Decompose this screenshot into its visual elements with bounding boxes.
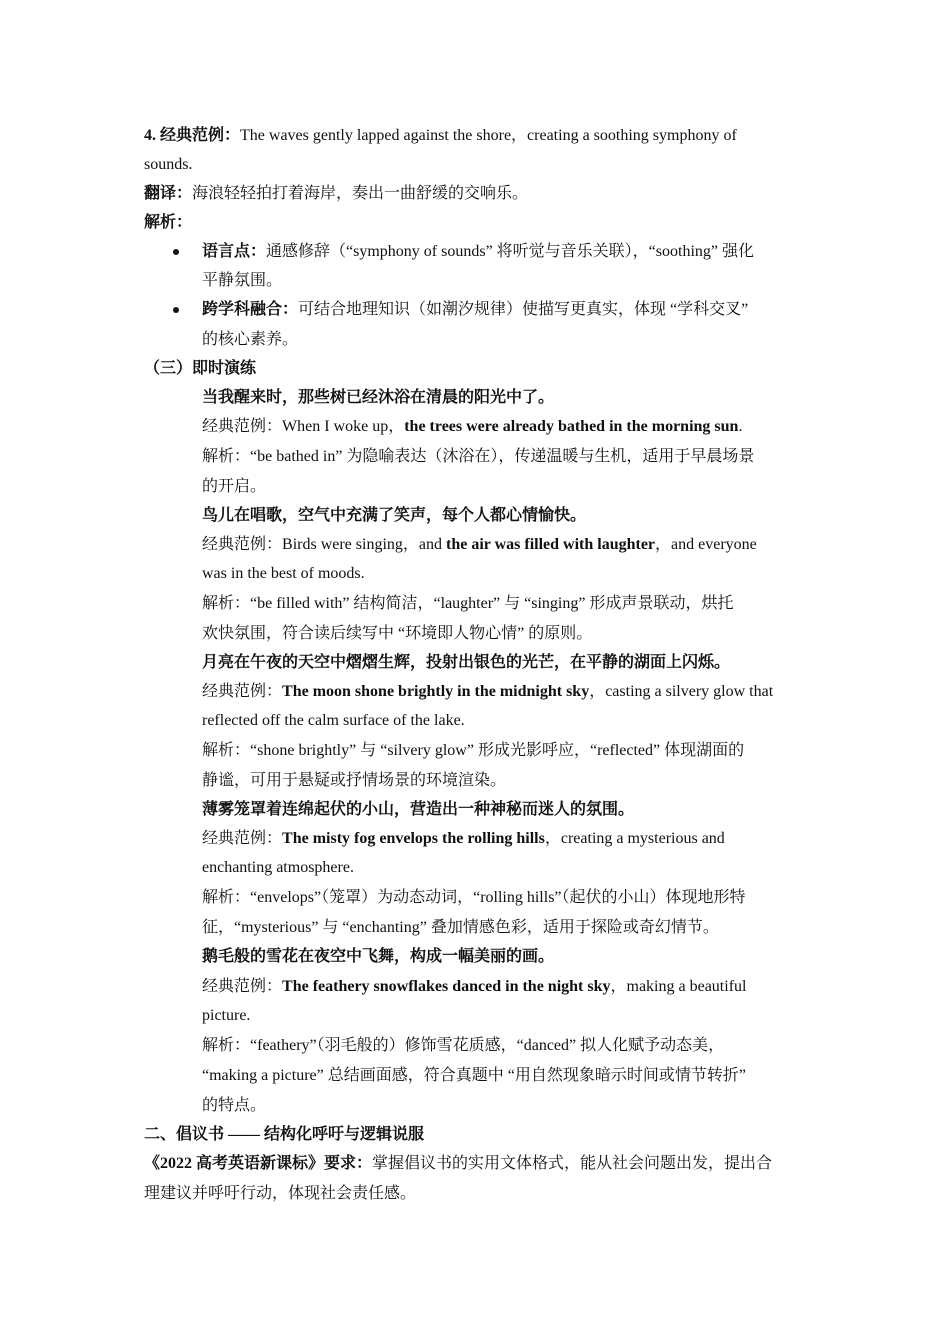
- bullet-1-label: 语言点：: [202, 243, 267, 260]
- analysis-text: “envelops”（笼罩）为动态动词，“rolling hills”（起伏的小山）体现地形特: [250, 889, 746, 906]
- translation-label: 翻译：: [144, 185, 193, 202]
- practice-analysis-line-3: 的特点。: [202, 1097, 267, 1114]
- practice-heading: （三）即时演练: [144, 360, 257, 377]
- requirement-text: 掌握倡议书的实用文体格式，能从社会问题出发，提出合: [372, 1155, 773, 1172]
- requirement-line-1: [144, 1154, 772, 1174]
- example-post: ，and everyone: [655, 536, 757, 553]
- example-bold: The feathery snowflakes danced in the night sky: [282, 978, 611, 995]
- practice-analysis: [202, 594, 733, 614]
- analysis-label: 解析：: [202, 595, 251, 612]
- practice-example-line-2: picture.: [202, 1007, 251, 1024]
- translation-text: 海浪轻轻拍打着海岸，奏出一曲舒缓的交响乐。: [192, 185, 529, 202]
- practice-analysis: [202, 447, 754, 467]
- bullet-dot-icon: [173, 249, 179, 255]
- requirement-label: 《2022 高考英语新课标》要求：: [144, 1155, 373, 1172]
- requirement-line-2: 理建议并呼吁行动，体现社会责任感。: [144, 1185, 417, 1202]
- bullet-1-line-2: 平静氛围。: [202, 272, 283, 289]
- analysis-text: “feathery”（羽毛般的）修饰雪花质感，“danced” 拟人化赋予动态美，: [250, 1037, 725, 1054]
- analysis-label: 解析：: [202, 448, 251, 465]
- example-bold: The misty fog envelops the rolling hills: [282, 830, 545, 847]
- bullet-dot-icon: [173, 307, 179, 313]
- bullet-2-label: 跨学科融合：: [202, 301, 299, 318]
- practice-analysis-line-2: 静谧，可用于悬疑或抒情场景的环境渲染。: [202, 772, 507, 789]
- translation-line: [144, 184, 528, 204]
- example-bold: the trees were already bathed in the morning sun: [404, 418, 739, 435]
- example-pre: When I woke up，: [282, 418, 405, 435]
- practice-analysis-line-2: 欢快氛围，符合读后续写中 “环境即人物心情” 的原则。: [202, 625, 593, 642]
- practice-example-line-2: reflected off the calm surface of the lake.: [202, 712, 465, 729]
- practice-example: [202, 829, 725, 849]
- practice-prompt: 当我醒来时，那些树已经沐浴在清晨的阳光中了。: [202, 389, 555, 406]
- bullet-2-line-1: [202, 300, 748, 320]
- practice-example: [202, 535, 757, 555]
- example-line-2: sounds.: [144, 156, 193, 173]
- practice-example-line-2: was in the best of moods.: [202, 565, 365, 582]
- example-line-1: [144, 126, 737, 146]
- example-label: 4. 经典范例：: [144, 127, 241, 144]
- analysis-text: “be filled with” 结构简洁，“laughter” 与 “singing” 形成声景联动，烘托: [250, 595, 734, 612]
- example-label: 经典范例：: [202, 418, 283, 435]
- analysis-text: “shone brightly” 与 “silvery glow” 形成光影呼应，“reflected” 体现湖面的: [250, 742, 745, 759]
- example-post: ，making a beautiful: [610, 978, 747, 995]
- practice-analysis: [202, 741, 744, 761]
- analysis-label: 解析：: [202, 889, 251, 906]
- practice-example: [202, 417, 742, 437]
- practice-analysis: [202, 1036, 724, 1056]
- example-label: 经典范例：: [202, 536, 283, 553]
- example-label: 经典范例：: [202, 683, 283, 700]
- example-post: .: [738, 418, 743, 435]
- bullet-1-text: 通感修辞（“symphony of sounds” 将听觉与音乐关联），“soothing” 强化: [266, 243, 754, 260]
- practice-prompt: 鸟儿在唱歌，空气中充满了笑声，每个人都心情愉快。: [202, 507, 587, 524]
- bullet-2-line-2: 的核心素养。: [202, 331, 299, 348]
- practice-example: [202, 977, 746, 997]
- bullet-2-text: 可结合地理知识（如潮汐规律）使描写更真实，体现 “学科交叉”: [298, 301, 749, 318]
- practice-example: [202, 682, 773, 702]
- example-bold: The moon shone brightly in the midnight sky: [282, 683, 590, 700]
- section-2-heading: 二、倡议书 —— 结构化呼吁与逻辑说服: [144, 1126, 425, 1143]
- analysis-text: “be bathed in” 为隐喻表达（沐浴在），传递温暖与生机，适用于早晨场景: [250, 448, 755, 465]
- practice-analysis-line-2: 征，“mysterious” 与 “enchanting” 叠加情感色彩，适用于探险或奇幻情节。: [202, 919, 719, 936]
- practice-analysis-line-2: “making a picture” 总结画面感，符合真题中 “用自然现象暗示时间或情节转折”: [202, 1067, 746, 1084]
- analysis-label: 解析：: [202, 742, 251, 759]
- example-pre: Birds were singing，and: [282, 536, 446, 553]
- practice-analysis-line-2: 的开启。: [202, 478, 267, 495]
- example-post: ，creating a mysterious and: [544, 830, 725, 847]
- practice-prompt: 月亮在午夜的天空中熠熠生辉，投射出银色的光芒，在平静的湖面上闪烁。: [202, 654, 731, 671]
- example-label: 经典范例：: [202, 830, 283, 847]
- practice-analysis: [202, 888, 746, 908]
- example-label: 经典范例：: [202, 978, 283, 995]
- analysis-label: 解析：: [202, 1037, 251, 1054]
- example-post: ，casting a silvery glow that: [589, 683, 774, 700]
- analysis-label: 解析：: [144, 214, 193, 231]
- practice-prompt: 薄雾笼罩着连绵起伏的小山，营造出一种神秘而迷人的氛围。: [202, 801, 635, 818]
- practice-prompt: 鹅毛般的雪花在夜空中飞舞，构成一幅美丽的画。: [202, 948, 555, 965]
- bullet-1-line-1: [202, 242, 754, 262]
- example-bold: the air was filled with laughter: [446, 536, 656, 553]
- example-text: The waves gently lapped against the shore，creating a soothing symphony of: [240, 127, 737, 144]
- practice-example-line-2: enchanting atmosphere.: [202, 859, 354, 876]
